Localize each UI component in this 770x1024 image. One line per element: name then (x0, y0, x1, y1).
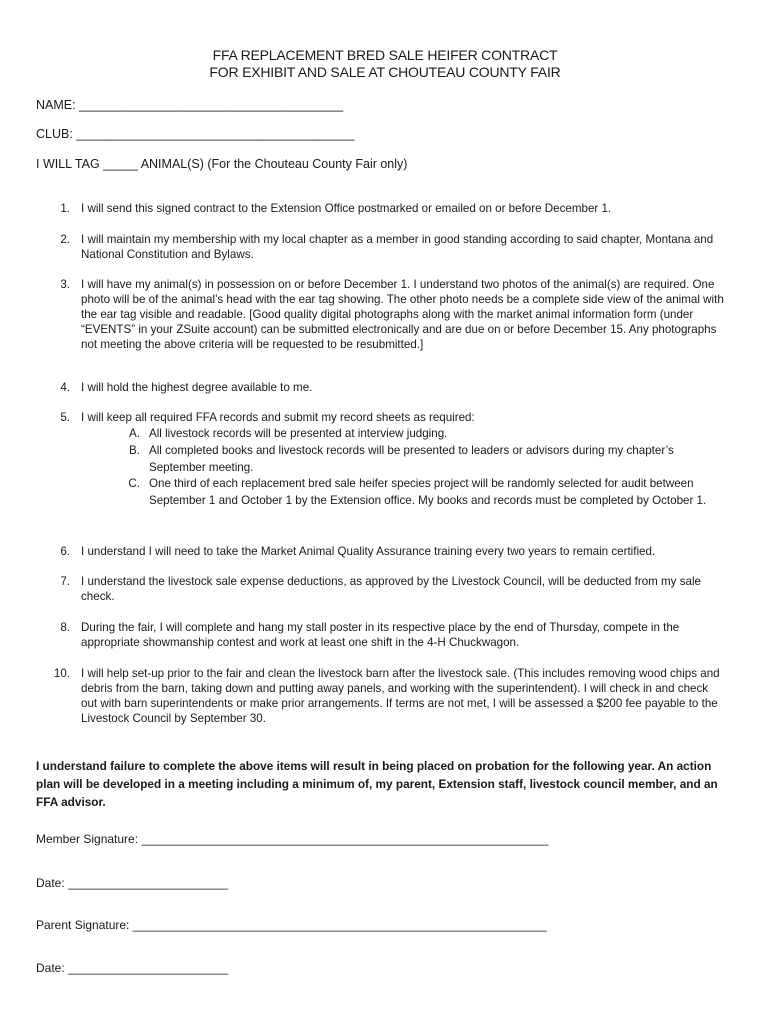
subitem-text: All livestock records will be presented at interview judging. (149, 427, 448, 440)
subitem-text: All completed books and livestock records will be presented to leaders or advisors during my chapter’s September meeting. (149, 444, 674, 474)
item-number: 1. (60, 202, 70, 215)
item-text: I will send this signed contract to the Extension Office postmarked or emailed on or before December 1. (81, 202, 612, 215)
item-text: During the fair, I will complete and hang my stall poster in its respective place by the end of Thursday, compete in the appropriate showmanship contest and work at least one shift in the 4-H Chuckwagon. (81, 621, 680, 649)
parent-date-line[interactable]: Date: ________________________ (36, 961, 229, 975)
item-text: I understand the livestock sale expense deductions, as approved by the Livestock Council, will be deducted from my sale check. (81, 575, 701, 603)
item-number: 4. (60, 381, 70, 394)
subitem-text: One third of each replacement bred sale heifer species project will be randomly selected for audit between September 1 and October 1 by the Extension office. My books and records must be completed by October 1. (149, 477, 707, 507)
tag-count-field[interactable]: I WILL TAG _____ ANIMAL(S) (For the Chouteau County Fair only) (36, 157, 408, 171)
name-field[interactable]: NAME: ______________________________________ (36, 98, 344, 112)
item-text: I will have my animal(s) in possession on or before December 1. I understand two photos of the animal(s) are required. One photo will be of the animal’s head with the ear tag showing. The other photo needs be a complete side view of the animal with the ear tag visible and readable. [Good quality digital photographs along with the market animal information form (under “EVENTS” in your ZSuite account) can be submitted electronically and are due on or before December 15. Any photographs not meeting the above criteria will be requested to be resubmitted.] (81, 278, 724, 351)
item-number: 8. (60, 621, 70, 634)
item-text: I will maintain my membership with my local chapter as a member in good standing according to said chapter, Montana and National Constitution and Bylaws. (81, 233, 714, 261)
member-signature-line[interactable]: Member Signature: _____________________________________________________________ (36, 832, 549, 846)
item-number: 7. (60, 575, 70, 588)
item-number: 10. (53, 667, 70, 680)
member-date-line[interactable]: Date: ________________________ (36, 876, 229, 890)
item-number: 6. (60, 545, 70, 558)
parent-signature-line[interactable]: Parent Signature: ______________________________________________________________ (36, 918, 547, 932)
item-text: I will keep all required FFA records and submit my record sheets as required: (81, 411, 475, 424)
item-text: I understand I will need to take the Market Animal Quality Assurance training every two years to remain certified. (81, 545, 656, 558)
subitem-letter: B. (129, 444, 140, 457)
item-text: I will help set-up prior to the fair and clean the livestock barn after the livestock sale. (This includes removing wood chips and debris from the barn, taking down and putting away panels, and working with the superintendent). I will check in and check out with barn superintendents or make prior arrangements. If terms are not met, I will be assessed a $200 fee payable to the Livestock Council by September 30. (81, 667, 720, 725)
item-number: 2. (60, 233, 70, 246)
subitem-letter: A. (129, 427, 140, 440)
club-field[interactable]: CLUB: ________________________________________ (36, 127, 355, 141)
item-number: 3. (60, 278, 70, 291)
title-line-2: FOR EXHIBIT AND SALE AT CHOUTEAU COUNTY FAIR (209, 64, 561, 80)
subitem-letter: C. (128, 477, 140, 490)
title-line-1: FFA REPLACEMENT BRED SALE HEIFER CONTRACT (212, 47, 558, 63)
probation-notice: I understand failure to complete the above items will result in being placed on probation for the following year. An action plan will be developed in a meeting including a minimum of, my parent, Extension staff, livestock council member, and an FFA advisor. (36, 759, 718, 809)
item-number: 5. (60, 411, 70, 424)
document-title (0, 47, 770, 81)
item-text: I will hold the highest degree available to me. (81, 381, 313, 394)
